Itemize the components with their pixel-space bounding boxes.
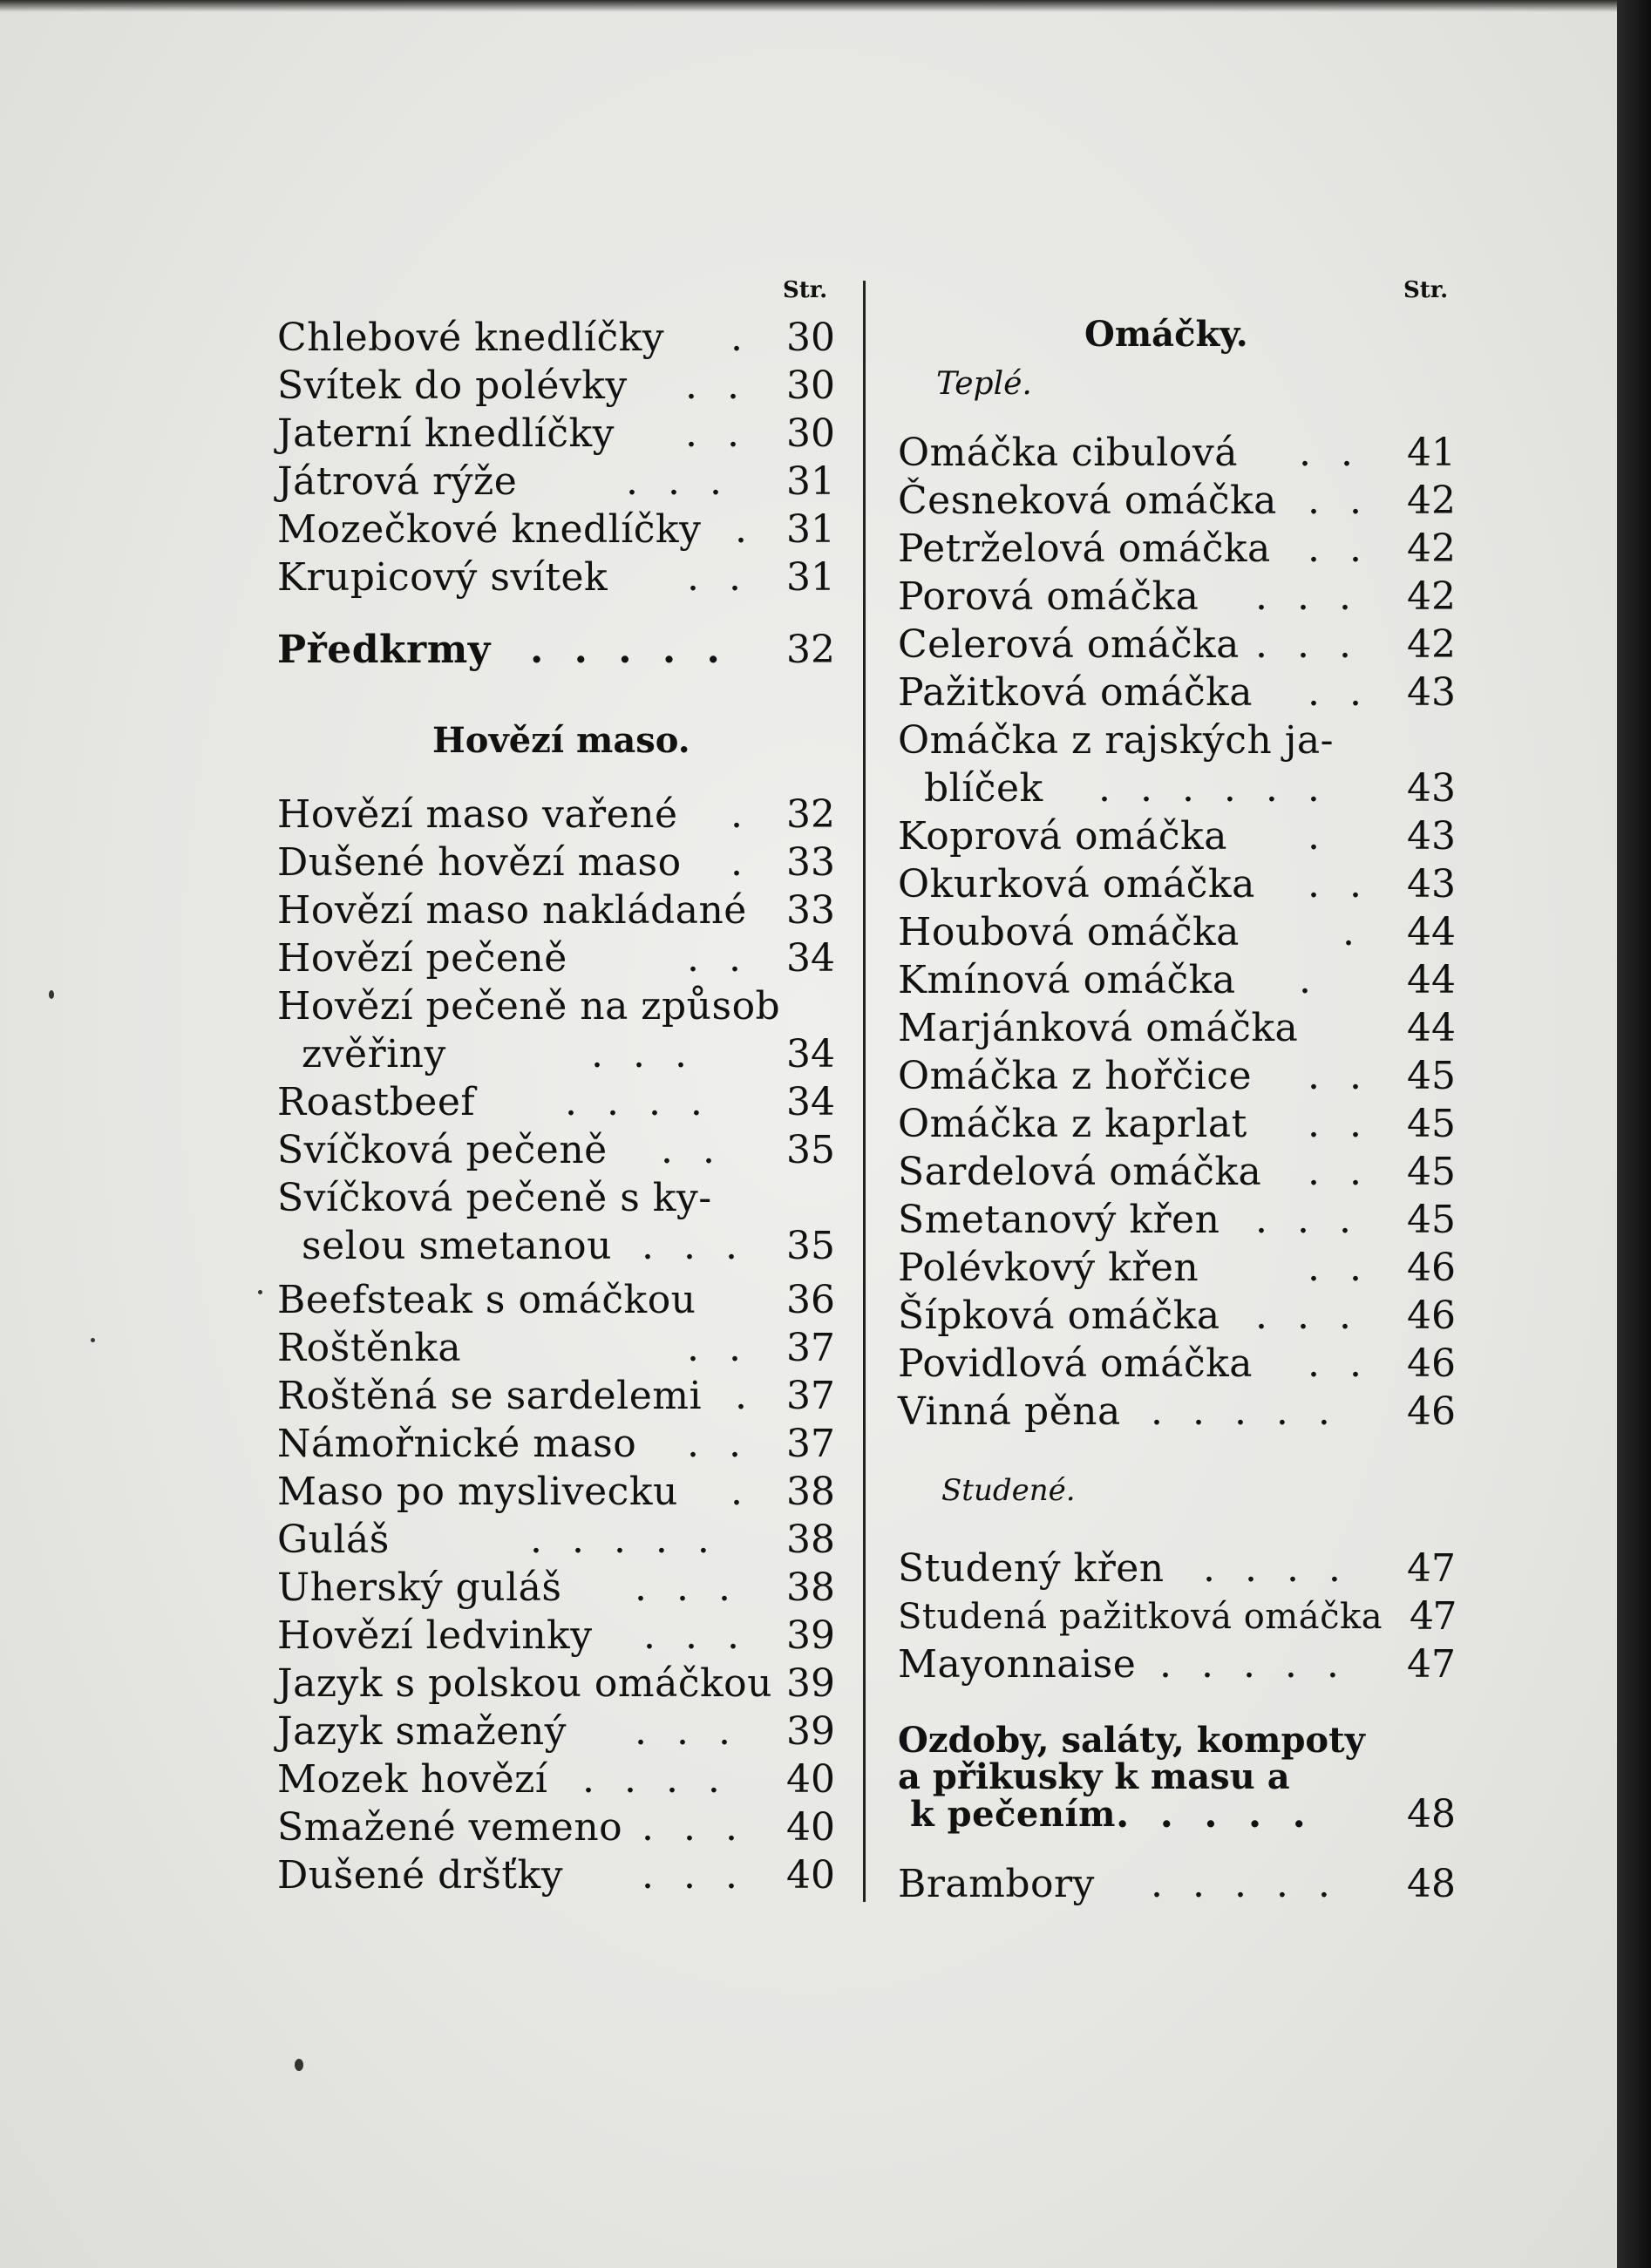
entry-page: 42 <box>1407 574 1456 619</box>
toc-entry <box>898 1340 1464 1389</box>
entry-label: Okurková omáčka <box>898 862 1255 907</box>
entry-label: Sardelová omáčka <box>898 1150 1262 1194</box>
entry-label: Hovězí ledvinky <box>277 1613 593 1658</box>
entry-page: 48 <box>1407 1862 1456 1906</box>
entry-label: Roštěnka <box>277 1326 462 1370</box>
entry-label: Roštěná se sardelemi <box>277 1374 703 1418</box>
entry-leader: . . . . <box>582 1757 729 1802</box>
entry-leader: . . . . . <box>1159 1642 1348 1687</box>
toc-entry <box>277 1276 844 1325</box>
entry-page: 31 <box>786 459 835 504</box>
entry-leader: . . . <box>1255 1198 1360 1242</box>
entry-page: 47 <box>1410 1594 1456 1639</box>
entry-label-cont: selou smetanou <box>302 1224 612 1268</box>
entry-page: 31 <box>786 555 835 600</box>
entry-page: 44 <box>1407 958 1456 1002</box>
column-divider <box>863 281 866 1902</box>
toc-entry <box>277 886 844 935</box>
toc-entry <box>898 621 1464 669</box>
entry-leader: . <box>1308 814 1328 859</box>
toc-entry <box>277 1708 844 1756</box>
entry-label: Porová omáčka <box>898 574 1199 619</box>
entry-label: Jazyk s polskou omáčkou <box>277 1661 772 1706</box>
entry-leader: . . <box>687 936 750 981</box>
toc-entry <box>277 1126 844 1175</box>
entry-leader: . . . <box>1255 574 1360 619</box>
entry-leader: . . . <box>642 1853 746 1898</box>
toc-entry <box>277 839 844 887</box>
toc-entry <box>898 1388 1464 1436</box>
entry-leader: . . . . . <box>530 628 729 672</box>
toc-entry <box>277 362 844 411</box>
entry-page: 43 <box>1407 862 1456 907</box>
entry-label: Jaterní knedlíčky <box>277 411 615 456</box>
entry-label: Předkrmy <box>277 628 491 672</box>
entry-label: Kmínová omáčka <box>898 958 1236 1002</box>
entry-label: Beefsteak s omáčkou <box>277 1278 696 1322</box>
entry-leader: . . <box>1308 670 1370 715</box>
section-title-omacky: Omáčky. <box>1084 314 1248 355</box>
entry-page: 37 <box>786 1374 835 1418</box>
entry-label: Polévkový křen <box>898 1246 1199 1290</box>
entry-leader: . <box>1299 958 1320 1002</box>
toc-entry-predkrmy <box>277 626 844 675</box>
entry-label: Dušené hovězí maso <box>277 840 682 885</box>
entry-page: 36 <box>786 1278 835 1322</box>
entry-leader: . . <box>687 555 750 600</box>
entry-label: Povidlová omáčka <box>898 1341 1254 1386</box>
toc-entry-multiline <box>277 982 844 1031</box>
toc-entry-continuation <box>898 764 1464 813</box>
book-binding-edge <box>1617 0 1651 2268</box>
entry-leader: . . <box>1308 1054 1370 1098</box>
entry-label: Svíčková pečeně s ky- <box>277 1176 712 1220</box>
entry-page: 45 <box>1407 1054 1456 1098</box>
entry-page: 30 <box>786 316 835 360</box>
toc-entry <box>898 908 1464 957</box>
entry-leader: . . <box>661 1128 724 1172</box>
entry-page: 46 <box>1407 1294 1456 1338</box>
str-header-right: Str. <box>1403 277 1449 303</box>
entry-label: Brambory <box>898 1862 1095 1906</box>
toc-entry-continuation <box>277 1030 844 1079</box>
entry-label: Chlebové knedlíčky <box>277 316 665 360</box>
entry-page: 34 <box>786 1032 835 1076</box>
entry-leader: . . <box>1308 1102 1370 1146</box>
ozdoby-line-2: a přikusky k masu a <box>898 1756 1290 1797</box>
entry-leader: . . . <box>643 1613 748 1658</box>
entry-page: 34 <box>786 936 835 981</box>
entry-label: Omáčka z rajských ja- <box>898 718 1334 763</box>
entry-page: 34 <box>786 1080 835 1124</box>
entry-label: Svítek do polévky <box>277 363 628 408</box>
entry-label: Omáčka z hořčice <box>898 1054 1252 1098</box>
entry-leader: . <box>1342 910 1363 954</box>
entry-page: 47 <box>1407 1546 1456 1591</box>
toc-entry <box>277 1660 844 1708</box>
toc-entry <box>277 506 844 554</box>
toc-entry <box>898 1244 1464 1293</box>
entry-leader: . . <box>1308 1150 1370 1194</box>
entry-page: 38 <box>786 1518 835 1562</box>
entry-leader: . . . . . <box>1151 1389 1339 1434</box>
entry-label: Studená pažitková omáčka <box>898 1597 1383 1637</box>
toc-entry <box>277 1516 844 1565</box>
entry-leader: . . <box>1308 1246 1370 1290</box>
entry-label: Marjánková omáčka <box>898 1006 1299 1050</box>
toc-entry <box>898 1100 1464 1149</box>
entry-page: 35 <box>786 1224 835 1268</box>
entry-page: 48 <box>1407 1792 1456 1837</box>
toc-entry <box>898 1052 1464 1101</box>
toc-entry <box>277 1468 844 1517</box>
toc-entry <box>277 1612 844 1660</box>
entry-leader: . <box>730 1470 751 1514</box>
entry-label: Hovězí pečeně <box>277 936 567 981</box>
toc-entry <box>898 812 1464 861</box>
toc-entry <box>898 860 1464 909</box>
page-top-shadow <box>0 0 1617 12</box>
toc-entry-ozdoby <box>898 1790 1464 1839</box>
entry-leader: . . <box>1308 526 1370 571</box>
entry-leader: . . . <box>635 1565 739 1610</box>
toc-entry <box>898 573 1464 621</box>
entry-page: 42 <box>1407 622 1456 667</box>
entry-leader: . . . <box>642 1805 746 1850</box>
toc-entry <box>277 410 844 458</box>
entry-label: Uherský guláš <box>277 1565 562 1610</box>
entry-page: 42 <box>1407 479 1456 523</box>
entry-page: 39 <box>786 1661 835 1706</box>
entry-label: Omáčka cibulová <box>898 431 1238 475</box>
entry-label: Hovězí maso vařené <box>277 792 678 837</box>
toc-entry <box>277 1420 844 1469</box>
entry-page: 43 <box>1407 670 1456 715</box>
toc-entry <box>277 1755 844 1804</box>
entry-leader: . . . . . <box>1151 1862 1339 1906</box>
entry-label: Námořnické maso <box>277 1422 637 1466</box>
entry-page: 32 <box>786 792 835 837</box>
entry-leader: . <box>730 316 751 360</box>
entry-page: 46 <box>1407 1341 1456 1386</box>
entry-label: Mayonnaise <box>898 1642 1137 1687</box>
entry-label: Studený křen <box>898 1546 1165 1591</box>
entry-page: 42 <box>1407 526 1456 571</box>
toc-entry <box>277 1564 844 1613</box>
entry-label: Vinná pěna <box>898 1389 1121 1434</box>
ink-speck <box>258 1290 262 1294</box>
entry-page: 30 <box>786 363 835 408</box>
entry-label: Pažitková omáčka <box>898 670 1254 715</box>
entry-page: 40 <box>786 1757 835 1802</box>
entry-page: 47 <box>1407 1642 1456 1687</box>
str-header-left: Str. <box>783 277 828 303</box>
toc-entry-multiline <box>277 1174 844 1223</box>
entry-page: 44 <box>1407 1006 1456 1050</box>
entry-leader: . . . <box>591 1032 696 1076</box>
entry-page: 46 <box>1407 1246 1456 1290</box>
entry-label: Krupicový svítek <box>277 555 608 600</box>
ink-speck <box>295 2059 303 2071</box>
entry-page: 43 <box>1407 766 1456 811</box>
toc-entry <box>898 1196 1464 1245</box>
entry-leader: . . . <box>635 1709 739 1754</box>
entry-page: 37 <box>786 1422 835 1466</box>
entry-label-cont: zvěřiny <box>302 1032 446 1076</box>
toc-entry <box>277 1078 844 1127</box>
entry-leader: . <box>730 840 751 885</box>
entry-page: 33 <box>786 888 835 933</box>
toc-entry <box>277 458 844 506</box>
entry-leader: . . <box>1308 862 1370 907</box>
entry-label-cont: blíček <box>924 766 1043 811</box>
entry-page: 45 <box>1407 1102 1456 1146</box>
entry-label: Smetanový křen <box>898 1198 1220 1242</box>
entry-label: Česneková omáčka <box>898 479 1277 523</box>
entry-page: 31 <box>786 507 835 552</box>
toc-entry <box>898 1545 1464 1593</box>
entry-page: 43 <box>1407 814 1456 859</box>
entry-label: Koprová omáčka <box>898 814 1227 859</box>
entry-label: Smažené vemeno <box>277 1805 623 1850</box>
entry-page: 39 <box>786 1709 835 1754</box>
entry-page: 38 <box>786 1565 835 1610</box>
entry-label: k pečením <box>910 1794 1116 1835</box>
toc-entry-continuation <box>277 1222 844 1271</box>
entry-label: Omáčka z kaprlat <box>898 1102 1247 1146</box>
toc-entry <box>277 934 844 983</box>
toc-entry <box>277 1803 844 1852</box>
toc-entry-multiline <box>898 716 1464 765</box>
subhead-warm: Teplé. <box>936 366 1032 402</box>
entry-page: 37 <box>786 1326 835 1370</box>
toc-entry <box>898 1640 1464 1689</box>
entry-label: Roastbeef <box>277 1080 476 1124</box>
entry-leader: . . . <box>1255 622 1360 667</box>
entry-label: Mozečkové knedlíčky <box>277 507 702 552</box>
entry-leader: . . . . <box>565 1080 711 1124</box>
toc-entry <box>277 1324 844 1373</box>
entry-label: Petrželová omáčka <box>898 526 1271 571</box>
entry-leader: . . <box>687 1422 750 1466</box>
entry-leader: . . . . <box>1203 1546 1349 1591</box>
toc-entry <box>898 1860 1464 1909</box>
toc-entry <box>277 1372 844 1421</box>
entry-leader: . . . . . . <box>1098 766 1328 811</box>
entry-page: 39 <box>786 1613 835 1658</box>
toc-entry <box>898 1004 1464 1053</box>
entry-leader: . . . . . <box>1116 1792 1315 1837</box>
entry-leader: . . . <box>1255 1294 1360 1338</box>
toc-entry <box>898 1292 1464 1341</box>
entry-label: Celerová omáčka <box>898 622 1240 667</box>
toc-entry <box>898 477 1464 526</box>
toc-entry <box>898 956 1464 1005</box>
entry-leader: . . <box>687 1326 750 1370</box>
entry-page: 38 <box>786 1470 835 1514</box>
entry-page: 32 <box>786 628 835 672</box>
toc-entry <box>898 669 1464 717</box>
toc-entry <box>898 429 1464 478</box>
entry-page: 45 <box>1407 1198 1456 1242</box>
entry-label: Dušené dršťky <box>277 1853 564 1898</box>
entry-leader: . . <box>1308 1341 1370 1386</box>
ink-speck <box>49 990 54 999</box>
entry-page: 41 <box>1407 431 1456 475</box>
entry-leader: . . <box>1299 431 1362 475</box>
entry-leader: . . . <box>626 459 730 504</box>
toc-entry <box>277 1851 844 1900</box>
entry-label: Játrová rýže <box>277 459 518 504</box>
entry-page: 40 <box>786 1853 835 1898</box>
entry-label: Hovězí maso nakládané <box>277 888 747 933</box>
entry-leader: . . <box>685 411 748 456</box>
entry-page: 40 <box>786 1805 835 1850</box>
entry-page: 44 <box>1407 910 1456 954</box>
entry-page: 33 <box>786 840 835 885</box>
entry-label: Svíčková pečeně <box>277 1128 608 1172</box>
entry-label: Šípková omáčka <box>898 1294 1220 1338</box>
entry-page: 46 <box>1407 1389 1456 1434</box>
entry-leader: . <box>735 1374 756 1418</box>
toc-entry <box>898 1592 1464 1641</box>
toc-entry <box>277 791 844 839</box>
entry-leader: . <box>735 507 756 552</box>
entry-label: Hovězí pečeně na způsob <box>277 984 781 1029</box>
entry-label: Mozek hovězí <box>277 1757 548 1802</box>
entry-leader: . . <box>685 363 748 408</box>
entry-page: 35 <box>786 1128 835 1172</box>
ink-speck <box>91 1338 95 1342</box>
section-title-hovezi: Hovězí maso. <box>432 720 690 761</box>
subhead-cold: Studené. <box>941 1473 1076 1508</box>
entry-leader: . . <box>1308 479 1370 523</box>
entry-label: Houbová omáčka <box>898 910 1240 954</box>
entry-leader: . . . . . <box>530 1518 718 1562</box>
ozdoby-line-1: Ozdoby, saláty, kompoty <box>898 1720 1365 1761</box>
entry-leader: . . . <box>642 1224 746 1268</box>
toc-entry <box>277 314 844 363</box>
toc-entry <box>277 553 844 602</box>
entry-label: Maso po myslivecku <box>277 1470 678 1514</box>
entry-page: 30 <box>786 411 835 456</box>
entry-page: 45 <box>1407 1150 1456 1194</box>
entry-leader: . <box>730 792 751 837</box>
toc-entry <box>898 525 1464 574</box>
entry-label: Guláš <box>277 1518 390 1562</box>
toc-entry <box>898 1148 1464 1197</box>
entry-label: Jazyk smažený <box>277 1709 567 1754</box>
